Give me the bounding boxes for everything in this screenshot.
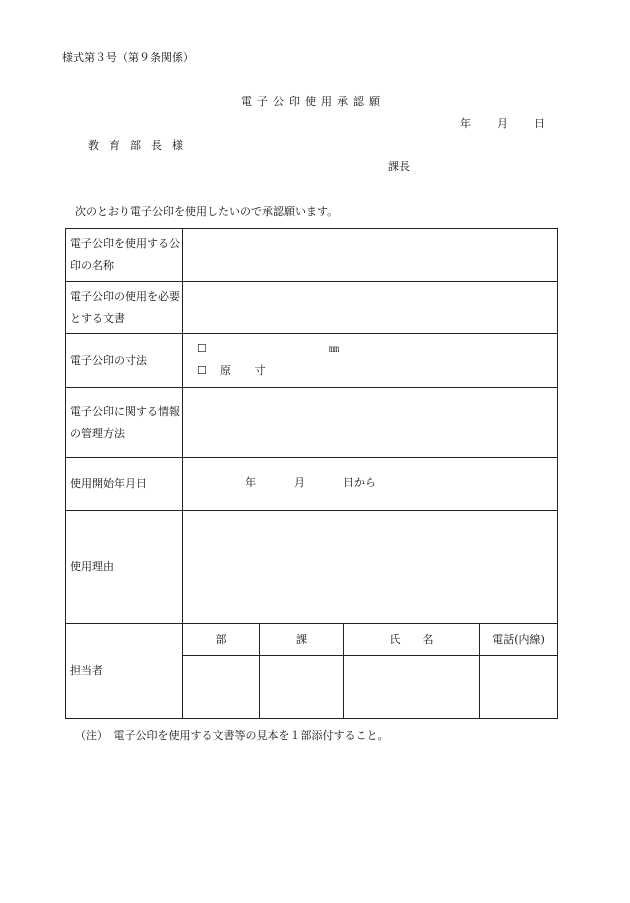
department-header: 部 [183,624,260,656]
info-management-input[interactable] [183,388,558,458]
reason-input[interactable] [183,511,558,624]
seal-name-input[interactable] [183,229,558,282]
name-header: 氏 名 [344,624,480,656]
table-row [66,624,558,656]
document-title: 電子公印使用承認願 [241,95,385,108]
original-size-label: 原 寸 [220,364,276,377]
date-year-label: 年 [460,117,471,130]
start-year-label: 年 [245,476,256,489]
intro-text: 次のとおり電子公印を使用したいので承認願います。 [75,205,339,218]
info-management-label: 電子公印に関する情報の管理方法 [66,388,183,458]
person-in-charge-label: 担当者 [66,624,183,719]
table-row [66,511,558,624]
documents-input[interactable] [183,282,558,334]
phone-header: 電話(内線) [480,624,558,656]
dimensions-cell [183,334,558,388]
dimensions-label: 電子公印の寸法 [66,334,183,388]
department-input[interactable] [183,656,260,719]
dimension-checkbox-original[interactable]: ☐ [197,364,207,377]
start-from-label: 日から [343,476,376,489]
name-input[interactable] [344,656,480,719]
section-header: 課 [260,624,344,656]
start-month-label: 月 [294,476,305,489]
table-row [66,334,558,388]
applicant-title: 課長 [388,160,410,173]
addressee: 教育部長様 [88,139,193,152]
table-row [66,282,558,334]
date-day-label: 日 [534,117,545,130]
start-date-cell[interactable] [183,458,558,511]
seal-name-label: 電子公印を使用する公印の名称 [66,229,183,282]
section-input[interactable] [260,656,344,719]
documents-label: 電子公印の使用を必要とする文書 [66,282,183,334]
table-row [66,458,558,511]
table-row [66,388,558,458]
form-number: 様式第３号（第９条関係） [62,51,194,64]
footnote: （注） 電子公印を使用する文書等の見本を１部添付すること。 [75,729,389,742]
table-row [66,229,558,282]
date-month-label: 月 [497,117,508,130]
phone-input[interactable] [480,656,558,719]
dimension-checkbox-mm[interactable]: ☐ [197,342,207,355]
reason-label: 使用理由 [66,511,183,624]
mm-unit-label: ㎜ [329,344,339,355]
start-date-label: 使用開始年月日 [66,458,183,511]
application-form-table [65,228,558,719]
